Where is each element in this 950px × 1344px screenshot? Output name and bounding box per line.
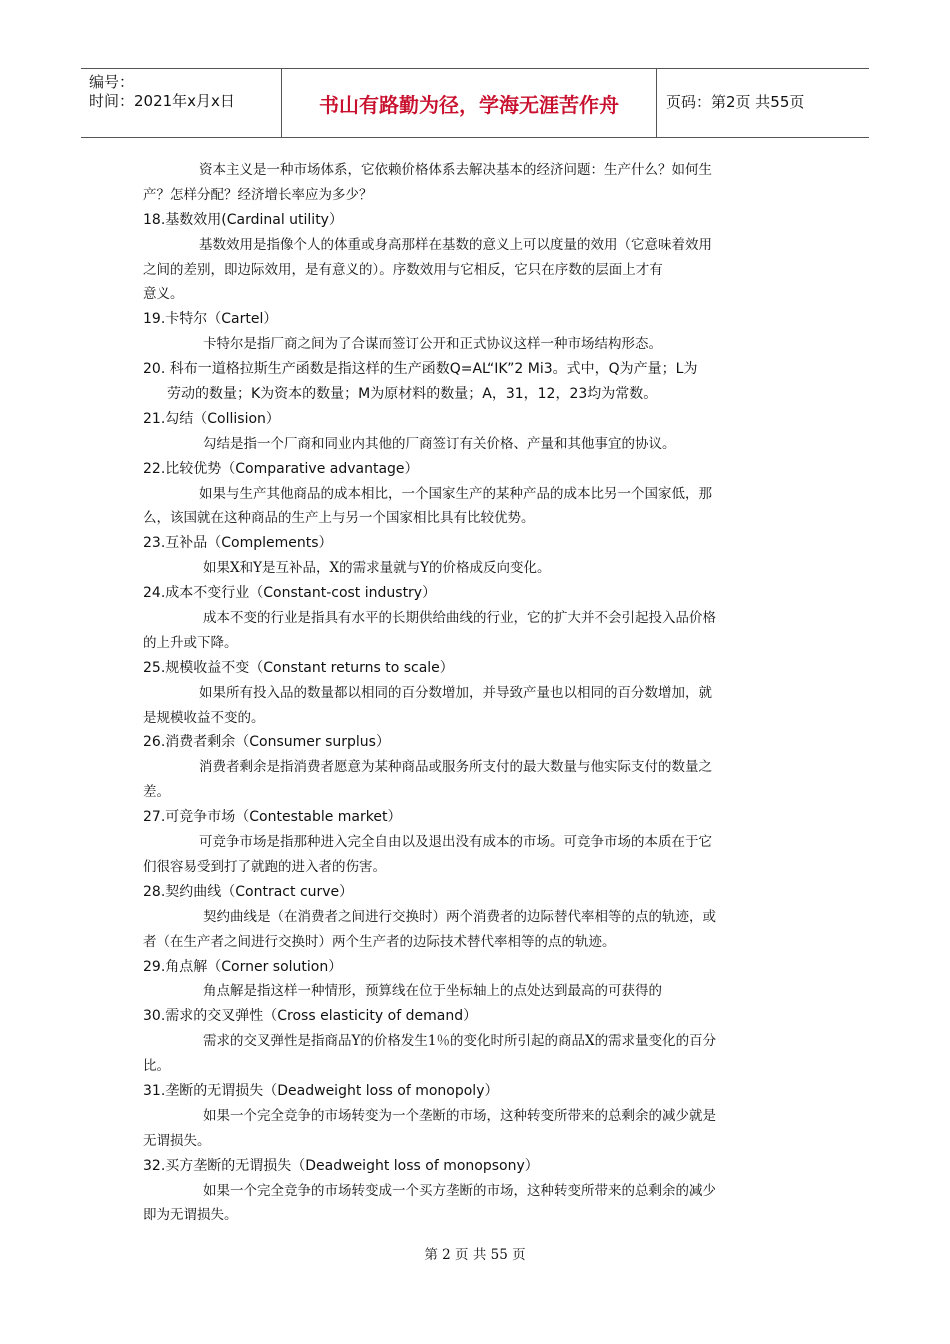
term-heading: 27.可竞争市场（Contestable market） — [143, 809, 402, 826]
term-heading: 18.基数效用(Cardinal utility） — [143, 211, 343, 228]
body-text-line: 如果X和Y是互补品，X的需求量就与Y的价格成反向变化。 — [203, 560, 551, 577]
body-text-line: 么，该国就在这种商品的生产上与另一个国家相比具有比较优势。 — [143, 510, 535, 527]
body-text-line: 卡特尔是指厂商之间为了合谋而签订公开和正式协议这样一种市场结构形态。 — [203, 336, 662, 353]
body-text-line: 资本主义是一种市场体系，它依赖价格体系去解决基本的经济问题：生产什么？如何生 — [199, 162, 712, 178]
body-text-line: 如果一个完全竞争的市场转变为一个垄断的市场，这种转变所带来的总剩余的减少就是 — [203, 1107, 716, 1124]
header-left-cell — [81, 69, 281, 137]
term-heading: 24.成本不变行业（Constant-cost industry） — [143, 585, 437, 602]
body-text-line: 契约曲线是（在消费者之间进行交换时）两个消费者的边际替代率相等的点的轨迹，或 — [203, 908, 716, 925]
term-heading: 19.卡特尔（Cartel） — [143, 311, 278, 328]
body-text-line: 如果所有投入品的数量都以相同的百分数增加，并导致产量也以相同的百分数增加，就 — [199, 684, 712, 701]
header-page-cell — [656, 69, 869, 137]
term-heading: 23.互补品（Complements） — [143, 535, 333, 552]
body-text-line: 如果与生产其他商品的成本相比，一个国家生产的某种产品的成本比另一个国家低，那 — [199, 485, 712, 502]
term-heading: 30.需求的交叉弹性（Cross elasticity of demand） — [143, 1008, 478, 1025]
document-body — [143, 158, 773, 1228]
number-label: 编号： — [89, 73, 135, 91]
body-text-line: 是规模收益不变的。 — [143, 709, 265, 726]
body-text-line: 消费者剩余是指消费者愿意为某种商品或服务所支付的最大数量与他实际支付的数量之 — [199, 759, 712, 776]
body-text-line: 产？怎样分配？经济增长率应为多少？ — [143, 186, 373, 203]
term-heading: 21.勾结（Collision） — [143, 410, 280, 427]
term-heading: 25.规模收益不变（Constant returns to scale） — [143, 659, 454, 676]
body-text-line: 勾结是指一个厂商和同业内其他的厂商签订有关价格、产量和其他事宜的协议。 — [203, 435, 676, 452]
body-text-line: 意义。 — [143, 286, 184, 303]
term-heading: 26.消费者剩余（Consumer surplus） — [143, 734, 390, 751]
page-footer: 第 2 页 共 55 页 — [424, 1247, 526, 1263]
term-heading: 32.买方垄断的无谓损失（Deadweight loss of monopsony） — [143, 1157, 539, 1174]
date-label: 时间：2021年x月x日 — [89, 92, 235, 110]
term-heading: 20. 科布一道格拉斯生产函数是指这样的生产函数Q=AL“IK”2 Mi3。式中，Q为产量；L为 — [143, 361, 698, 378]
header-motto-cell — [281, 69, 657, 137]
body-text-line: 们很容易受到打了就跑的进入者的伤害。 — [143, 858, 386, 875]
body-text-line: 者（在生产者之间进行交换时）两个生产者的边际技术替代率相等的点的轨迹。 — [143, 933, 616, 950]
body-text-line: 如果一个完全竞争的市场转变成一个买方垄断的市场，这种转变所带来的总剩余的减少 — [203, 1182, 716, 1199]
term-heading: 29.角点解（Corner solution） — [143, 958, 343, 975]
body-text-line: 可竞争市场是指那种进入完全自由以及退出没有成本的市场。可竞争市场的本质在于它 — [199, 834, 712, 851]
body-text-line: 基数效用是指像个人的体重或身高那样在基数的意义上可以度量的效用（它意味着效用 — [199, 236, 712, 253]
motto-text: 书山有路勤为径，学海无涯苦作舟 — [319, 93, 619, 117]
body-text-line: 即为无谓损失。 — [143, 1207, 238, 1224]
body-text-line: 无谓损失。 — [143, 1132, 211, 1149]
body-text-line: 比。 — [143, 1058, 170, 1075]
term-heading: 22.比较优势（Comparative advantage） — [143, 460, 419, 477]
page-info: 页码：第2页 共55页 — [666, 93, 805, 111]
page-header — [81, 68, 869, 138]
term-heading: 31.垄断的无谓损失（Deadweight loss of monopoly） — [143, 1082, 499, 1099]
body-text-line: 需求的交叉弹性是指商品Y的价格发生1％的变化时所引起的商品X的需求量变化的百分 — [203, 1033, 717, 1050]
body-text-line: 之间的差别，即边际效用，是有意义的）。序数效用与它相反，它只在序数的层面上才有 — [143, 261, 663, 278]
term-heading: 28.契约曲线（Contract curve） — [143, 883, 354, 900]
body-text-line: 差。 — [143, 784, 170, 801]
body-text-line: 成本不变的行业是指具有水平的长期供给曲线的行业，它的扩大并不会引起投入品价格 — [203, 610, 716, 627]
body-text-line: 角点解是指这样一种情形，预算线在位于坐标轴上的点处达到最高的可获得的 — [203, 983, 662, 1000]
body-text-line: 的上升或下降。 — [143, 634, 238, 651]
body-text-line: 劳动的数量；K为资本的数量；M为原材料的数量；A，31，12，23均为常数。 — [167, 386, 658, 403]
